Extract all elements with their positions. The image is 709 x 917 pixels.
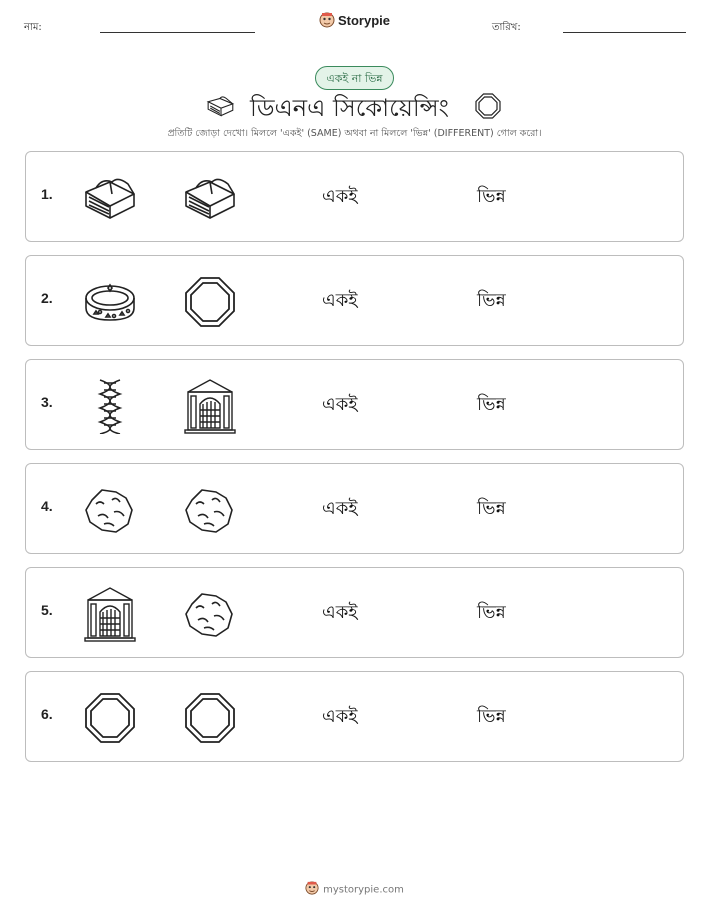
same-option[interactable]: একই <box>322 186 358 207</box>
question-number: 5. <box>41 602 53 618</box>
same-option[interactable]: একই <box>322 706 358 727</box>
octagon-icon <box>82 690 138 746</box>
title-row <box>0 88 709 124</box>
brand-name: Storypie <box>337 12 390 28</box>
footer-site: mystorypie.com <box>323 884 404 896</box>
footer <box>0 881 709 898</box>
question-number: 6. <box>41 706 53 722</box>
date-label: তারিখ: <box>492 22 521 33</box>
book-icon <box>82 170 138 226</box>
same-option[interactable]: একই <box>322 290 358 311</box>
question-row <box>25 463 684 554</box>
ring-icon <box>82 274 138 330</box>
question-number: 1. <box>41 186 53 202</box>
different-option[interactable]: ভিন্ন <box>477 602 506 623</box>
octagon-icon <box>182 274 238 330</box>
question-row <box>25 567 684 658</box>
question-row <box>25 151 684 242</box>
rock-icon <box>182 482 238 538</box>
book-icon <box>182 170 238 226</box>
storypie-logo-icon <box>319 12 335 31</box>
instructions: প্রতিটি জোড়া দেখো। মিললে 'একই' (SAME) অথবা না মিললে 'ভিন্ন' (DIFFERENT) গোল করো। <box>167 128 542 139</box>
rock-icon <box>182 586 238 642</box>
name-line[interactable] <box>100 32 255 33</box>
dna-icon <box>82 378 138 434</box>
octagon-icon <box>182 690 238 746</box>
different-option[interactable]: ভিন্ন <box>477 290 506 311</box>
page-title: ডিএনএ সিকোয়েন্সিং <box>250 94 449 122</box>
name-label: নাম: <box>24 22 42 33</box>
different-option[interactable]: ভিন্ন <box>477 394 506 415</box>
different-option[interactable]: ভিন্ন <box>477 498 506 519</box>
question-number: 4. <box>41 498 53 514</box>
same-option[interactable]: একই <box>322 394 358 415</box>
rock-icon <box>82 482 138 538</box>
octagon-icon <box>474 92 502 124</box>
question-number: 2. <box>41 290 53 306</box>
storypie-logo-icon <box>305 881 319 898</box>
different-option[interactable]: ভিন্ন <box>477 706 506 727</box>
book-icon <box>206 94 236 122</box>
worksheet-badge: একই না ভিন্ন <box>315 66 394 90</box>
library-icon <box>82 586 138 642</box>
question-number: 3. <box>41 394 53 410</box>
same-option[interactable]: একই <box>322 498 358 519</box>
question-row <box>25 359 684 450</box>
brand <box>0 12 709 31</box>
question-row <box>25 671 684 762</box>
library-icon <box>182 378 238 434</box>
same-option[interactable]: একই <box>322 602 358 623</box>
question-row <box>25 255 684 346</box>
date-line[interactable] <box>563 32 686 33</box>
different-option[interactable]: ভিন্ন <box>477 186 506 207</box>
